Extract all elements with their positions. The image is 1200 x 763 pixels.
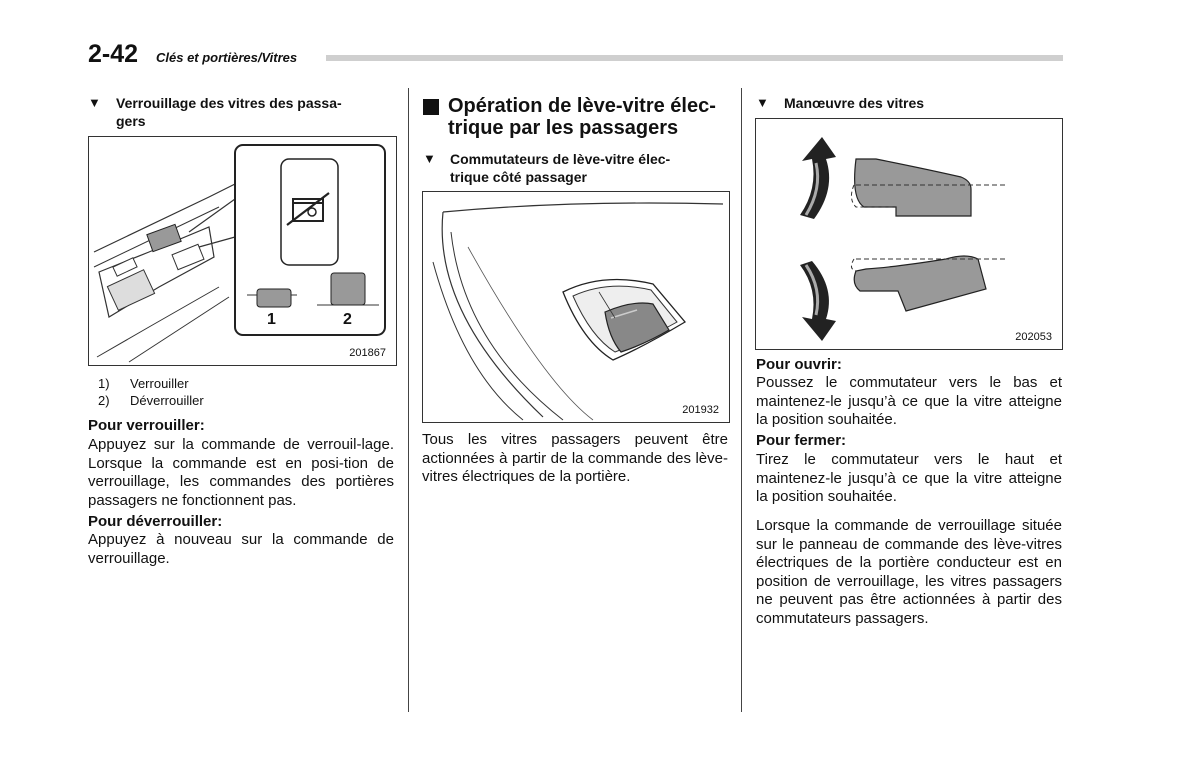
figure-number: 201932 <box>682 404 719 416</box>
unlock-label: Pour déverrouiller: <box>88 513 223 530</box>
page-number: 2-42 <box>88 40 139 68</box>
up-arrow-icon <box>800 137 836 219</box>
figure-window-operation <box>755 118 1063 350</box>
callout-2: 2 <box>343 311 352 328</box>
open-paragraph: Poussez le commutateur vers le bas et maintenez-le jusqu’à ce que la vitre atteigne la position souhaitée. <box>756 374 1062 428</box>
close-label: Pour fermer: <box>756 432 847 449</box>
window-operation-illustration <box>756 119 1062 349</box>
list-item: 1) Verrouiller <box>98 376 189 391</box>
unlock-paragraph: Appuyez à nouveau sur la commande de verrouillage. <box>88 531 394 567</box>
column-divider <box>408 88 409 712</box>
passenger-switch-illustration <box>423 192 729 422</box>
callout-1: 1 <box>267 311 276 328</box>
square-bullet-icon <box>423 99 439 115</box>
chapter-title: Clés et portières/Vitres <box>156 50 298 65</box>
lock-label: Pour verrouiller: <box>88 417 205 434</box>
close-paragraph: Tirez le commutateur vers le haut et maintenez-le jusqu’à ce que la vitre atteigne la position souhaitée. <box>756 451 1062 505</box>
legend-list <box>98 375 388 411</box>
triangle-bullet-icon: ▼ <box>88 95 101 110</box>
figure-passenger-switch <box>422 191 730 423</box>
triangle-bullet-icon: ▼ <box>756 95 769 110</box>
figure-number: 202053 <box>1015 331 1052 343</box>
triangle-bullet-icon: ▼ <box>423 151 436 166</box>
header-rule <box>326 55 1063 61</box>
open-label: Pour ouvrir: <box>756 356 842 373</box>
section-heading-operation: ▼ Manœuvre des vitres <box>756 95 925 111</box>
column-divider <box>741 88 742 712</box>
lock-switch-illustration <box>89 137 396 365</box>
note-paragraph: Lorsque la commande de verrouillage située sur le panneau de commande des lève-vitres électriques de la portière conducteur est en position de verrouillage, les vitres passagers ne peuvent pas être actionnées à partir des commutateurs passagers. <box>756 517 1062 627</box>
figure-lock-switch <box>88 136 397 366</box>
list-item: 2) Déverrouiller <box>98 393 204 408</box>
subsection-heading: ▼ Commutateurs de lève-vitre élec- trique côté passager <box>423 151 671 185</box>
section-title: Opération de lève-vitre élec- trique par les passagers <box>448 95 716 139</box>
passenger-paragraph: Tous les vitres passagers peuvent être actionnées à partir de la commande des lève-vitres électriques de la portière. <box>422 431 728 485</box>
section-heading-lock: ▼ Verrouillage des vitres des passa- gers <box>88 95 342 129</box>
down-arrow-icon <box>800 261 836 341</box>
lock-paragraph: Appuyez sur la commande de verrouil-lage. Lorsque la commande est en posi-tion de verrouillage, les commandes des portières passagers ne fonctionnent pas. <box>88 436 394 509</box>
figure-number: 201867 <box>349 347 386 359</box>
